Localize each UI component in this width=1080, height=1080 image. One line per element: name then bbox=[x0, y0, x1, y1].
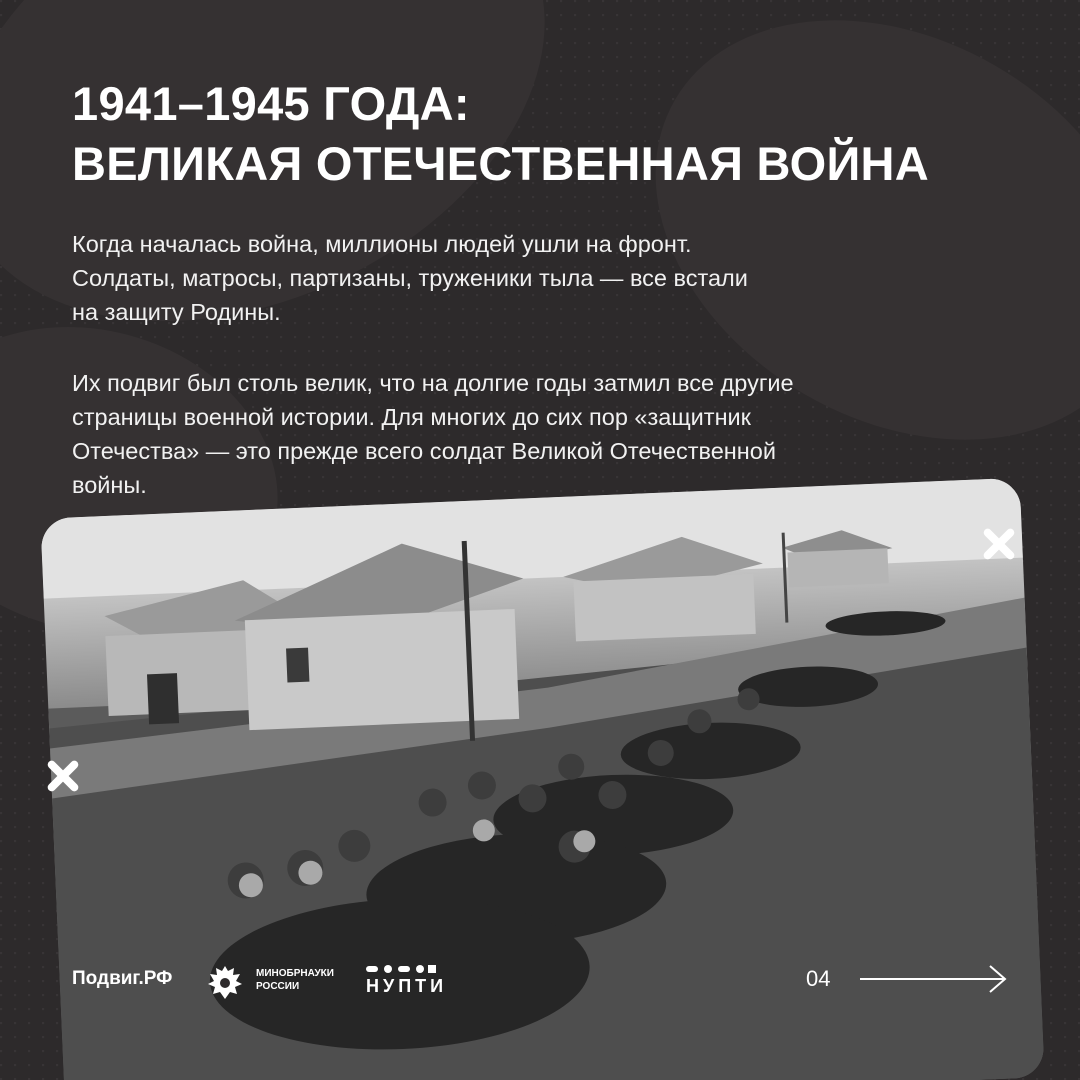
page-title bbox=[72, 74, 929, 194]
text-line: страницы военной истории. Для многих до сих пор «защитник bbox=[72, 404, 751, 430]
body-paragraph bbox=[72, 366, 794, 502]
ministry-line: РОССИИ bbox=[256, 981, 300, 992]
text-line: войны. bbox=[72, 472, 147, 498]
eagle-emblem-icon bbox=[204, 962, 246, 1002]
title-line: ВЕЛИКАЯ ОТЕЧЕСТВЕННАЯ ВОЙНА bbox=[72, 137, 930, 190]
close-x-icon bbox=[981, 526, 1017, 562]
nupti-logo-mark-icon bbox=[366, 964, 438, 974]
page-number: 04 bbox=[806, 966, 831, 991]
title-line: 1941–1945 ГОДА: bbox=[72, 77, 470, 130]
close-x-icon bbox=[45, 758, 81, 794]
arrow-right-icon[interactable] bbox=[860, 964, 1010, 994]
nupti-logo: НУПТИ bbox=[366, 976, 448, 996]
text-line: на защиту Родины. bbox=[72, 299, 281, 325]
text-line: Солдаты, матросы, партизаны, труженики тыла — все встали bbox=[72, 265, 748, 291]
intro-paragraph bbox=[72, 227, 748, 329]
text-line: Их подвиг был столь велик, что на долгие годы затмил все другие bbox=[72, 370, 794, 396]
text-line: Когда началась война, миллионы людей ушли на фронт. bbox=[72, 231, 692, 257]
podvig-logo: Подвиг.РФ bbox=[72, 968, 173, 989]
text-line: Отечества» — это прежде всего солдат Великой Отечественной bbox=[72, 438, 776, 464]
ministry-line: МИНОБРНАУКИ bbox=[256, 968, 334, 979]
ministry-logo bbox=[256, 967, 334, 993]
